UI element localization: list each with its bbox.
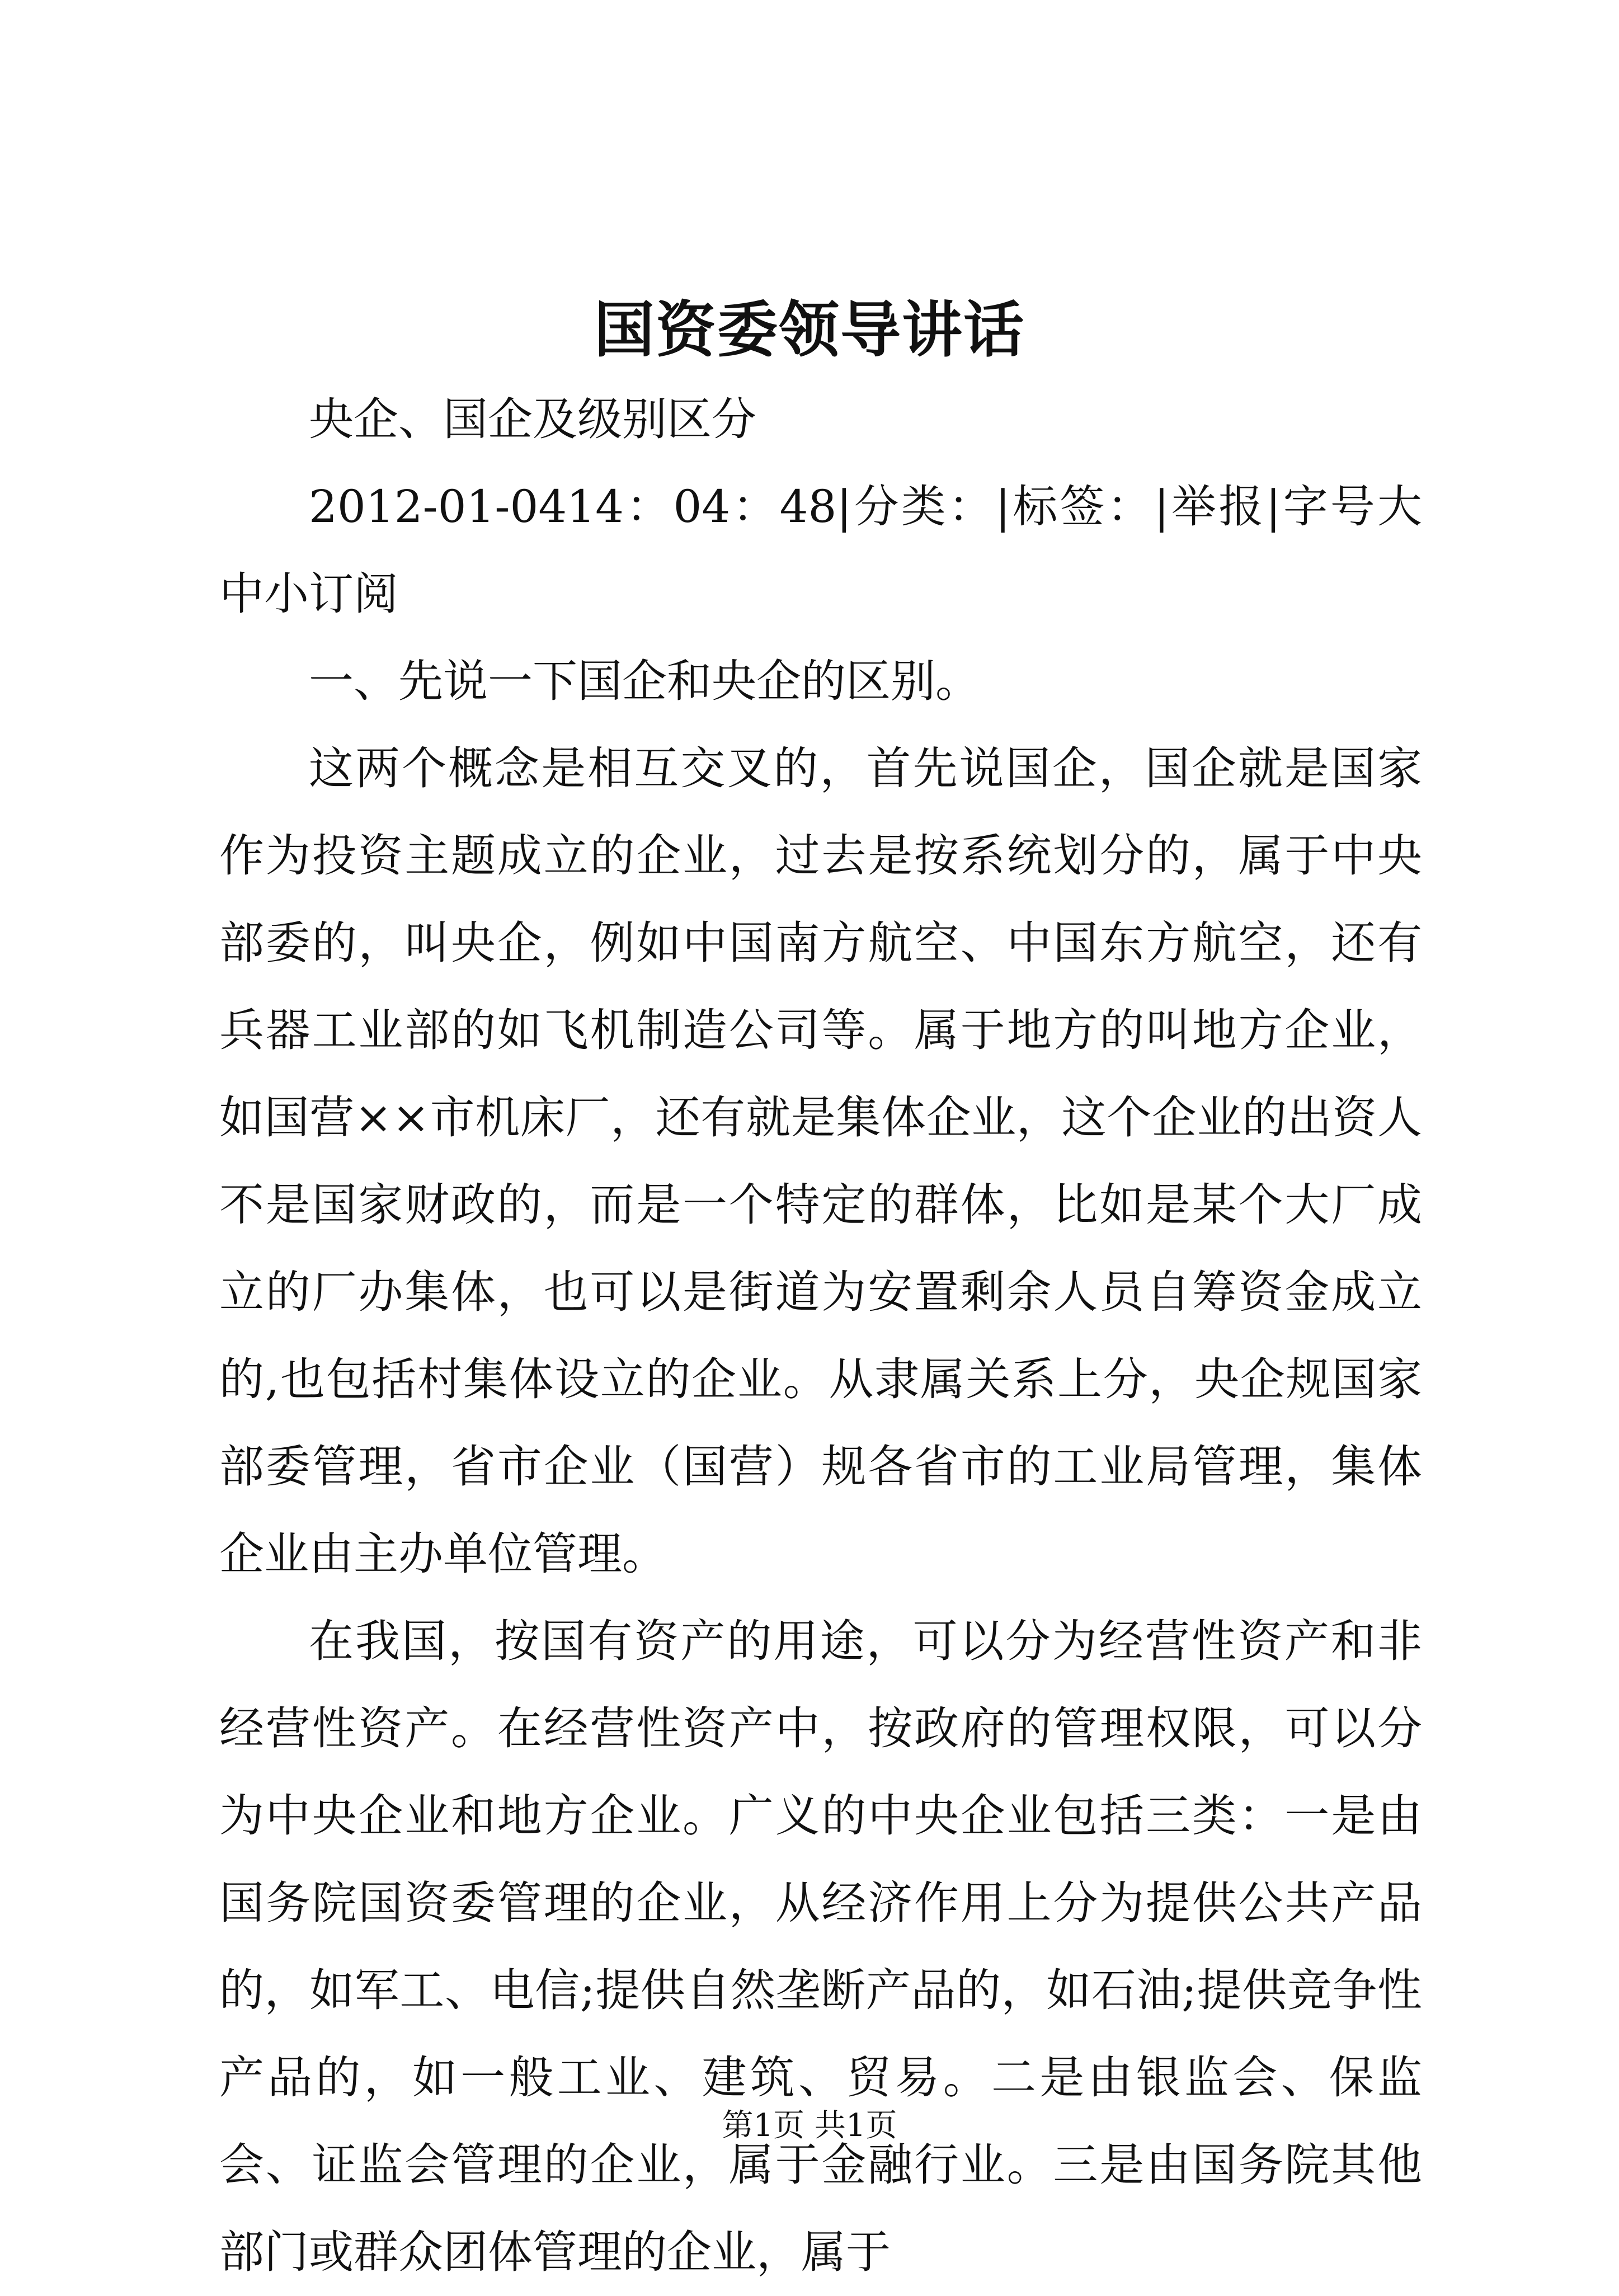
page-footer: 第1页 共1页 bbox=[722, 2107, 897, 2144]
paragraph-body-2: 在我国，按国有资产的用途，可以分为经营性资产和非经营性资产。在经营性资产中，按政府的管理权限，可以分为中央企业和地方企业。广义的中央企业包括三类：一是由国务院国资委管理的企业，从经济作用上分为提供公共产品的，如军工、电信;提供自然垄断产品的，如石油;提供竞争性产品的，如一般工业、建筑、贸易。二是由银监会、保监会、证监会管理的企业，属于金融行业。三是由国务院其他部门或群众团体管理的企业，属于 bbox=[219, 1615, 1422, 2278]
document-body bbox=[219, 376, 1422, 2296]
paragraph-section-heading: 一、先说一下国企和央企的区别。 bbox=[309, 655, 980, 707]
paragraph-subtitle: 央企、国企及级别区分 bbox=[309, 393, 756, 445]
paragraph-body-1: 这两个概念是相互交叉的，首先说国企，国企就是国家作为投资主题成立的企业，过去是按系统划分的，属于中央部委的，叫央企，例如中国南方航空、中国东方航空，还有兵器工业部的如飞机制造公司等。属于地方的叫地方企业，如国营××市机床厂，还有就是集体企业，这个企业的出资人不是国家财政的，而是一个特定的群体，比如是某个大厂成立的厂办集体，也可以是街道为安置剩余人员自筹资金成立的,也包括村集体设立的企业。从隶属关系上分，央企规国家部委管理，省市企业（国营）规各省市的工业局管理，集体企业由主办单位管理。 bbox=[219, 742, 1422, 1580]
paragraph-meta-line: 2012-01-0414：04：48|分类：|标签：|举报|字号大中小订阅 bbox=[219, 481, 1422, 620]
page-title: 国资委领导讲话 bbox=[594, 295, 1025, 365]
